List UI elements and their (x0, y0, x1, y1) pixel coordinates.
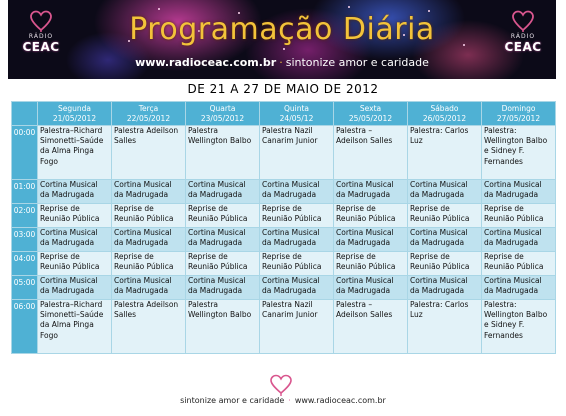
day-date: 25/05/2012 (348, 113, 393, 123)
program-cell: Palestra – Adeilson Salles (334, 300, 408, 354)
program-cell: Cortina Musical da Madrugada (334, 228, 408, 252)
program-cell: Cortina Musical da Madrugada (186, 228, 260, 252)
time-slot: 05:00 (12, 276, 38, 300)
day-date: 27/05/2012 (496, 113, 541, 123)
program-cell: Cortina Musical da Madrugada (112, 276, 186, 300)
program-cell: Palestra: Wellington Balbo e Sidney F. Fernandes (482, 300, 556, 354)
table-row (12, 300, 556, 354)
program-cell: Palestra Wellington Balbo (186, 126, 260, 180)
day-name: Quinta (283, 103, 310, 113)
program-cell: Palestra Nazil Canarim Junior (260, 126, 334, 180)
time-slot: 03:00 (12, 228, 38, 252)
day-header (260, 102, 334, 126)
program-cell: Reprise de Reunião Pública (334, 204, 408, 228)
program-cell: Palestra–Richard Simonetti–Saúde da Alma Pinga Fogo (38, 126, 112, 180)
program-cell: Reprise de Reunião Pública (38, 204, 112, 228)
day-header (186, 102, 260, 126)
program-cell: Cortina Musical da Madrugada (112, 228, 186, 252)
week-title: DE 21 A 27 DE MAIO DE 2012 (187, 82, 379, 96)
heart-antenna-icon (270, 374, 292, 396)
time-slot: 04:00 (12, 252, 38, 276)
program-cell: Palestra: Wellington Balbo e Sidney F. Fernandes (482, 126, 556, 180)
program-cell: Cortina Musical da Madrugada (482, 180, 556, 204)
program-cell: Reprise de Reunião Pública (482, 252, 556, 276)
logo-radio-word: RÁDIO (510, 33, 536, 40)
logo-brand-word: CEAC (504, 40, 542, 54)
program-cell: Reprise de Reunião Pública (334, 252, 408, 276)
day-name: Domingo (501, 103, 536, 113)
program-cell: Palestra Adeilson Salles (112, 300, 186, 354)
program-cell: Cortina Musical da Madrugada (482, 276, 556, 300)
program-cell: Cortina Musical da Madrugada (408, 180, 482, 204)
program-cell: Cortina Musical da Madrugada (186, 180, 260, 204)
day-header (334, 102, 408, 126)
day-name: Terça (138, 103, 159, 113)
table-row (12, 252, 556, 276)
program-cell: Reprise de Reunião Pública (112, 204, 186, 228)
program-cell: Cortina Musical da Madrugada (260, 276, 334, 300)
radio-logo-right (502, 10, 544, 72)
program-cell: Palestra–Richard Simonetti–Saúde da Alma Pinga Fogo (38, 300, 112, 354)
table-row (12, 180, 556, 204)
program-cell: Cortina Musical da Madrugada (112, 180, 186, 204)
day-date: 23/05/2012 (200, 113, 245, 123)
time-slot: 01:00 (12, 180, 38, 204)
table-header-row (12, 102, 556, 126)
time-slot: 06:00 (12, 300, 38, 354)
day-header (38, 102, 112, 126)
day-date: 22/05/2012 (126, 113, 171, 123)
program-cell: Cortina Musical da Madrugada (334, 276, 408, 300)
program-cell: Reprise de Reunião Pública (186, 252, 260, 276)
page-title: Programação Diária (129, 12, 435, 47)
schedule-table (11, 101, 556, 354)
banner-slogan: sintonize amor e caridade (285, 56, 429, 69)
program-cell: Cortina Musical da Madrugada (260, 228, 334, 252)
banner-separator: · (279, 56, 283, 69)
time-slot: 00:00 (12, 126, 38, 180)
footer-tagline (0, 396, 566, 405)
program-cell: Cortina Musical da Madrugada (186, 276, 260, 300)
program-cell: Reprise de Reunião Pública (186, 204, 260, 228)
logo-brand-word: CEAC (22, 40, 60, 54)
program-cell: Cortina Musical da Madrugada (408, 228, 482, 252)
table-row (12, 126, 556, 180)
day-header (408, 102, 482, 126)
program-cell: Palestra Nazil Canarim Junior (260, 300, 334, 354)
footer-separator: · (288, 396, 291, 405)
day-name: Segunda (58, 103, 91, 113)
program-cell: Reprise de Reunião Pública (260, 204, 334, 228)
program-cell: Reprise de Reunião Pública (260, 252, 334, 276)
table-row (12, 228, 556, 252)
table-row (12, 276, 556, 300)
program-cell: Palestra – Adeilson Salles (334, 126, 408, 180)
time-column-header (12, 102, 38, 126)
day-date: 21/05/2012 (52, 113, 97, 123)
program-cell: Cortina Musical da Madrugada (38, 180, 112, 204)
table-row (12, 204, 556, 228)
day-name: Quarta (209, 103, 236, 113)
footer-url-link[interactable]: www.radioceac.com.br (294, 396, 386, 405)
day-header (482, 102, 556, 126)
day-name: Sexta (359, 103, 382, 113)
day-header (112, 102, 186, 126)
header-banner (8, 0, 556, 79)
program-cell: Reprise de Reunião Pública (38, 252, 112, 276)
program-cell: Reprise de Reunião Pública (408, 252, 482, 276)
banner-tagline (8, 56, 556, 69)
day-name: Sábado (430, 103, 459, 113)
program-cell: Reprise de Reunião Pública (112, 252, 186, 276)
footer-slogan: sintonize amor e caridade (180, 396, 285, 405)
heart-antenna-icon (512, 10, 534, 32)
banner-url-link[interactable]: www.radioceac.com.br (135, 56, 277, 69)
program-cell: Palestra: Carlos Luz (408, 300, 482, 354)
program-cell: Palestra Adeilson Salles (112, 126, 186, 180)
program-cell: Reprise de Reunião Pública (408, 204, 482, 228)
day-date: 26/05/2012 (422, 113, 467, 123)
program-cell: Cortina Musical da Madrugada (38, 228, 112, 252)
program-cell: Cortina Musical da Madrugada (260, 180, 334, 204)
program-cell: Cortina Musical da Madrugada (482, 228, 556, 252)
program-cell: Cortina Musical da Madrugada (38, 276, 112, 300)
logo-radio-word: RÁDIO (28, 33, 54, 40)
program-cell: Reprise de Reunião Pública (482, 204, 556, 228)
program-cell: Palestra: Carlos Luz (408, 126, 482, 180)
program-cell: Cortina Musical da Madrugada (334, 180, 408, 204)
time-slot: 02:00 (12, 204, 38, 228)
program-cell: Cortina Musical da Madrugada (408, 276, 482, 300)
program-cell: Palestra Wellington Balbo (186, 300, 260, 354)
day-date: 24/05/12 (279, 113, 314, 123)
